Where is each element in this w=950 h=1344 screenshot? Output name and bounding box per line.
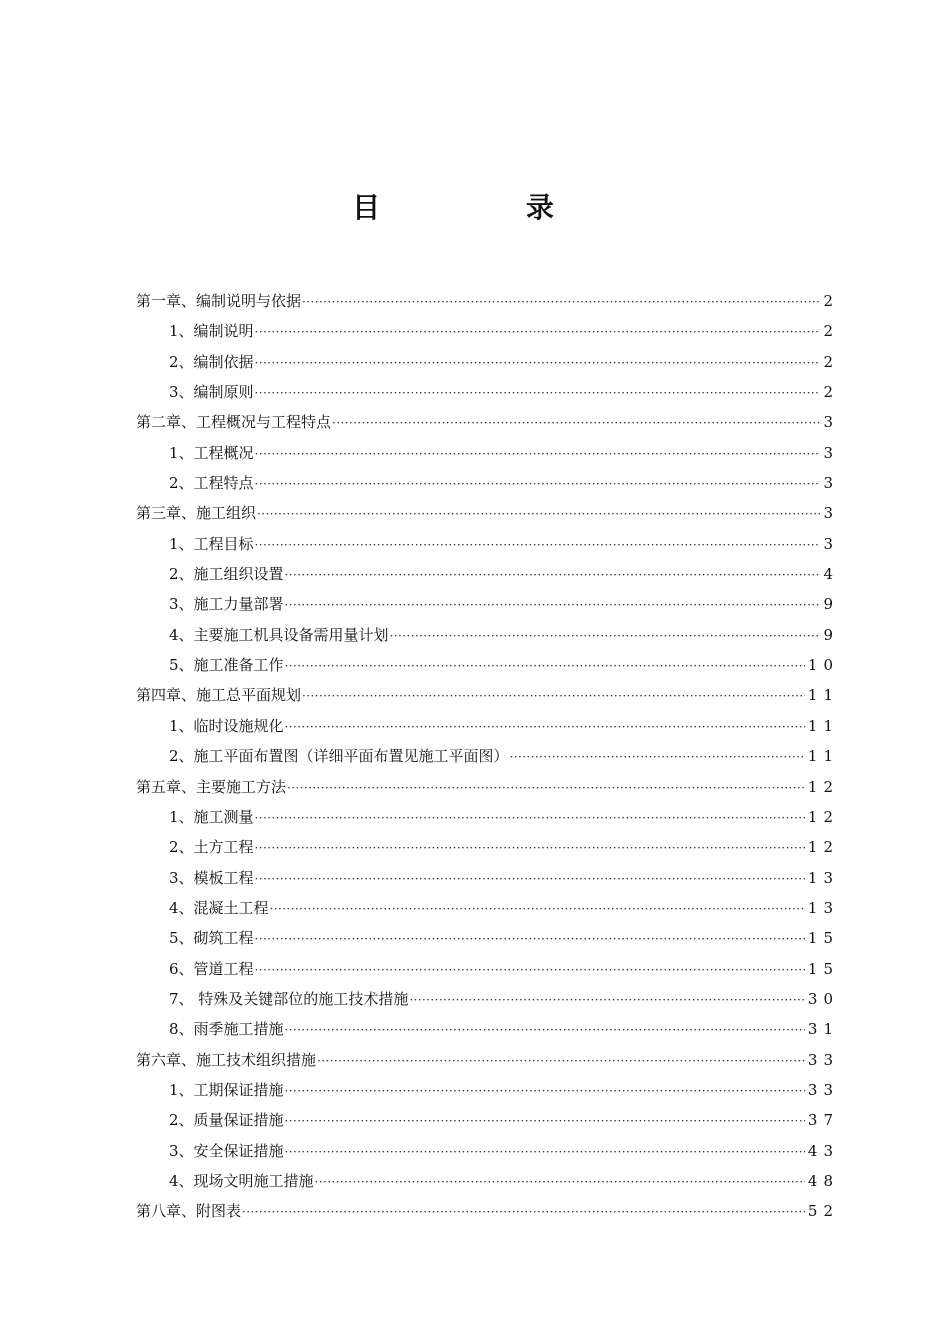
- toc-entry-label: 第二章、工程概况与工程特点: [136, 413, 332, 432]
- toc-dot-leader: [255, 469, 821, 499]
- toc-page-number: 3: [823, 474, 839, 493]
- toc-dot-leader: [255, 439, 821, 469]
- toc-dot-leader: [332, 408, 820, 438]
- toc-dot-leader: [255, 317, 821, 347]
- toc-page-number: 11: [807, 686, 839, 705]
- toc-section-entry[interactable]: [136, 650, 839, 680]
- toc-chapter-entry[interactable]: [136, 286, 839, 316]
- toc-dot-leader: [285, 1137, 805, 1167]
- toc-dot-leader: [255, 803, 805, 833]
- toc-dot-leader: [285, 651, 805, 681]
- toc-entry-label: 第五章、主要施工方法: [136, 777, 287, 796]
- toc-page-number: 33: [807, 1080, 839, 1099]
- toc-entry-label: 4、混凝土工程: [169, 898, 269, 917]
- toc-entry-label: 第六章、施工技术组织措施: [136, 1050, 317, 1069]
- toc-dot-leader: [317, 1046, 805, 1076]
- toc-entry-label: 1、编制说明: [169, 322, 254, 341]
- toc-entry-label: 2、质量保证措施: [169, 1111, 284, 1130]
- toc-page-number: 33: [807, 1050, 839, 1069]
- toc-section-entry[interactable]: [136, 316, 839, 346]
- toc-section-entry[interactable]: [136, 923, 839, 953]
- toc-page-number: 2: [823, 352, 839, 371]
- toc-entry-label: 2、工程特点: [169, 474, 254, 493]
- toc-dot-leader: [285, 1076, 805, 1106]
- toc-entry-label: 3、编制原则: [169, 383, 254, 402]
- toc-section-entry[interactable]: [136, 438, 839, 468]
- toc-entry-label: 1、工期保证措施: [169, 1080, 284, 1099]
- toc-page-number: 30: [807, 989, 839, 1008]
- toc-page-number: 4: [823, 565, 839, 584]
- toc-page-number: 52: [807, 1202, 839, 1221]
- toc-dot-leader: [285, 1015, 805, 1045]
- toc-page-number: 11: [807, 747, 839, 766]
- toc-section-entry[interactable]: [136, 984, 839, 1014]
- toc-entry-label: 5、砌筑工程: [169, 929, 254, 948]
- toc-page-number: 3: [823, 413, 839, 432]
- toc-entry-label: 1、临时设施规化: [169, 716, 284, 735]
- toc-page-number: 9: [823, 625, 839, 644]
- toc-page-number: 12: [807, 807, 839, 826]
- toc-entry-label: 第三章、施工组织: [136, 504, 257, 523]
- toc-dot-leader: [302, 287, 820, 317]
- toc-section-entry[interactable]: [136, 377, 839, 407]
- toc-entry-label: 2、编制依据: [169, 352, 254, 371]
- toc-entry-label: 6、管道工程: [169, 959, 254, 978]
- toc-entry-label: 3、安全保证措施: [169, 1141, 284, 1160]
- toc-title: 目 录: [352, 191, 622, 224]
- toc-section-entry[interactable]: [136, 468, 839, 498]
- toc-section-entry[interactable]: [136, 1075, 839, 1105]
- toc-section-entry[interactable]: [136, 893, 839, 923]
- toc-entry-label: 2、土方工程: [169, 838, 254, 857]
- toc-dot-leader: [255, 864, 805, 894]
- toc-dot-leader: [257, 499, 820, 529]
- toc-section-entry[interactable]: [136, 347, 839, 377]
- toc-section-entry[interactable]: [136, 711, 839, 741]
- toc-entry-label: 8、雨季施工措施: [169, 1020, 284, 1039]
- toc-chapter-entry[interactable]: [136, 1196, 839, 1226]
- toc-page-number: 3: [823, 443, 839, 462]
- toc-page-number: 43: [807, 1141, 839, 1160]
- toc-section-entry[interactable]: [136, 802, 839, 832]
- toc-entry-label: 第四章、施工总平面规划: [136, 686, 302, 705]
- toc-page-number: 48: [807, 1171, 839, 1190]
- toc-page-number: 37: [807, 1111, 839, 1130]
- toc-dot-leader: [390, 621, 821, 651]
- toc-dot-leader: [285, 590, 821, 620]
- toc-dot-leader: [255, 530, 821, 560]
- toc-page-number: 12: [807, 838, 839, 857]
- toc-dot-leader: [315, 1167, 805, 1197]
- toc-dot-leader: [255, 378, 821, 408]
- toc-section-entry[interactable]: [136, 1136, 839, 1166]
- toc-entry-label: 1、工程目标: [169, 534, 254, 553]
- toc-section-entry[interactable]: [136, 529, 839, 559]
- toc-entry-label: 3、模板工程: [169, 868, 254, 887]
- toc-page-number: 3: [823, 504, 839, 523]
- toc-page-number: 13: [807, 868, 839, 887]
- toc-chapter-entry[interactable]: [136, 1045, 839, 1075]
- toc-page-number: 11: [807, 716, 839, 735]
- toc-section-entry[interactable]: [136, 863, 839, 893]
- toc-dot-leader: [510, 742, 805, 772]
- toc-entry-label: 2、施工平面布置图（详细平面布置见施工平面图）: [169, 747, 509, 766]
- toc-dot-leader: [255, 348, 821, 378]
- toc-dot-leader: [285, 560, 821, 590]
- toc-dot-leader: [409, 985, 805, 1015]
- toc-page-number: 10: [807, 656, 839, 675]
- toc-entry-label: 第八章、附图表: [136, 1202, 242, 1221]
- toc-section-entry[interactable]: [136, 1105, 839, 1135]
- toc-entry-label: 4、主要施工机具设备需用量计划: [169, 625, 389, 644]
- toc-dot-leader: [242, 1197, 805, 1227]
- toc-page-number: 31: [807, 1020, 839, 1039]
- toc-page-number: 2: [823, 322, 839, 341]
- toc-section-entry[interactable]: [136, 954, 839, 984]
- toc-chapter-entry[interactable]: [136, 407, 839, 437]
- toc-section-entry[interactable]: [136, 589, 839, 619]
- toc-chapter-entry[interactable]: [136, 772, 839, 802]
- toc-section-entry[interactable]: [136, 620, 839, 650]
- toc-page-number: 12: [807, 777, 839, 796]
- toc-section-entry[interactable]: [136, 1014, 839, 1044]
- toc-entry-label: 2、施工组织设置: [169, 565, 284, 584]
- toc-page-number: 3: [823, 534, 839, 553]
- toc-dot-leader: [287, 773, 805, 803]
- toc-entry-label: 3、施工力量部署: [169, 595, 284, 614]
- toc-entry-label: 1、施工测量: [169, 807, 254, 826]
- toc-chapter-entry[interactable]: [136, 498, 839, 528]
- toc-page-number: 15: [807, 929, 839, 948]
- toc-section-entry[interactable]: [136, 1166, 839, 1196]
- toc-dot-leader: [285, 712, 805, 742]
- table-of-contents: [136, 286, 839, 1227]
- toc-dot-leader: [285, 1106, 805, 1136]
- toc-section-entry[interactable]: [136, 832, 839, 862]
- toc-page-number: 15: [807, 959, 839, 978]
- toc-dot-leader: [255, 924, 805, 954]
- toc-entry-label: 第一章、编制说明与依据: [136, 292, 302, 310]
- toc-section-entry[interactable]: [136, 741, 839, 771]
- toc-chapter-entry[interactable]: [136, 680, 839, 710]
- toc-section-entry[interactable]: [136, 559, 839, 589]
- toc-dot-leader: [270, 894, 805, 924]
- toc-entry-label: 7、 特殊及关键部位的施工技术措施: [169, 989, 409, 1008]
- toc-page-number: 2: [823, 292, 839, 310]
- toc-page-number: 13: [807, 898, 839, 917]
- toc-page-number: 2: [823, 383, 839, 402]
- toc-entry-label: 4、现场文明施工措施: [169, 1171, 314, 1190]
- toc-dot-leader: [255, 955, 805, 985]
- toc-entry-label: 5、施工准备工作: [169, 656, 284, 675]
- toc-dot-leader: [255, 833, 805, 863]
- toc-page-number: 9: [823, 595, 839, 614]
- toc-dot-leader: [302, 681, 805, 711]
- toc-entry-label: 1、工程概况: [169, 443, 254, 462]
